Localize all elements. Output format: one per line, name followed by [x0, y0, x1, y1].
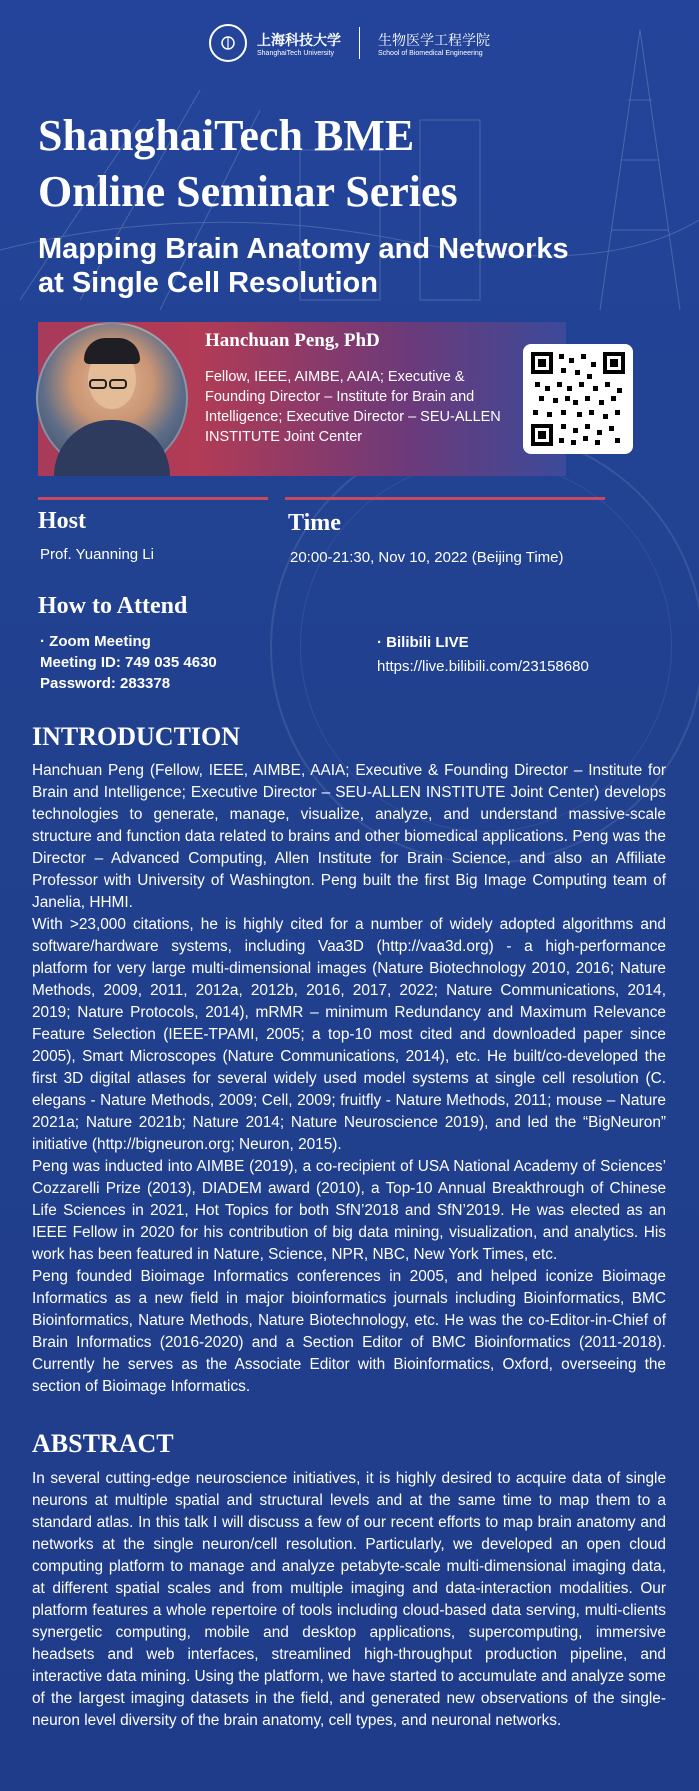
- qr-code[interactable]: [523, 344, 633, 454]
- bilibili-link[interactable]: https://live.bilibili.com/23158680: [377, 658, 589, 675]
- attend-heading: How to Attend: [38, 593, 188, 619]
- introduction-heading: INTRODUCTION: [32, 722, 241, 751]
- talk-title-line-1: Mapping Brain Anatomy and Networks: [38, 233, 569, 265]
- university-name-en: ShanghaiTech University: [257, 49, 335, 57]
- host-divider: [38, 497, 268, 500]
- school-name-en: School of Biomedical Engineering: [378, 49, 483, 57]
- header-divider: [359, 27, 360, 59]
- zoom-meeting-id: Meeting ID: 749 035 4630: [40, 654, 217, 671]
- introduction-paragraph: Hanchuan Peng (Fellow, IEEE, AIMBE, AAIA; Executive & Founding Director – Institute for Brain and Intelligence; Executive Director – SEU-ALLEN INSTITUTE Joint Center) develops technologies to generate, manage, visualize, analyze, and understand massive-scale structure and function data related to brains and other biomedical applications. Peng was the Director – Advanced Computing, Allen Institute for Brain Science, and also an Affiliate Professor with University of Washington. Peng built the first Big Image Computing team of Janelia, HHMI.: [32, 762, 666, 911]
- bilibili-label: · Bilibili LIVE: [377, 634, 469, 651]
- zoom-password: Password: 283378: [40, 675, 171, 692]
- school-name-cn: 生物医学工程学院: [378, 31, 490, 48]
- host-heading: Host: [38, 508, 86, 534]
- time-value: 20:00-21:30, Nov 10, 2022 (Beijing Time): [290, 549, 564, 566]
- title-line-2: Online Seminar Series: [38, 167, 458, 216]
- speaker-photo: [36, 322, 188, 474]
- header-logos: [0, 24, 699, 62]
- talk-title-line-2: at Single Cell Resolution: [38, 267, 378, 299]
- zoom-label: · Zoom Meeting: [40, 633, 151, 650]
- host-value: Prof. Yuanning Li: [40, 546, 154, 563]
- introduction-body: [32, 760, 666, 1398]
- page-title: [38, 108, 458, 220]
- university-logo-icon: [209, 24, 247, 62]
- title-line-1: ShanghaiTech BME: [38, 111, 415, 160]
- zoom-info: [40, 631, 217, 694]
- speaker-name: Hanchuan Peng, PhD: [205, 330, 380, 351]
- time-heading: Time: [288, 510, 341, 536]
- bilibili-info: [377, 631, 589, 679]
- abstract-body: In several cutting-edge neuroscience initiatives, it is highly desired to acquire data of single neurons at multiple spatial and structural levels and at the same time to map them to a standard atlas. In this talk I will discuss a few of our recent efforts to map brain anatomy and networks at the single neuron/cell resolution. Particularly, we developed an open cloud computing platform to manage and analyze petabyte-scale multi-dimensional imaging data, at different spatial scales and from multiple imaging and data-interaction modalities. Our platform features a whole repertoire of tools including cloud-based data serving, multi-clients synergetic computing, mobile and desktop applications, supercomputing, immersive headsets and web interfaces, streamlined high-throughput production pipeline, and interactive data mining. Using the platform, we have started to accumulate and analyze some of the largest imaging datasets in the field, and generated new observations of the single-neuron level diversity of the brain anatomy, cell types, and neuronal networks.: [32, 1470, 666, 1729]
- time-divider: [285, 497, 605, 500]
- abstract-heading: ABSTRACT: [32, 1429, 174, 1458]
- introduction-paragraph: With >23,000 citations, he is highly cited for a number of widely adopted algorithms and software/hardware systems, including Vaa3D (http://vaa3d.org) - a high-performance platform for very large multi-dimensional images (Nature Biotechnology 2010, 2016; Nature Methods, 2009, 2011, 2012a, 2012b, 2016, 2017, 2022; Nature Communications, 2014, 2019; Nature Protocols, 2014), mRMR – minimum Redundancy and Maximum Relevance Feature Selection (IEEE-TPAMI, 2005; a top-10 most cited and downloaded paper since 2005), Smart Microscopes (Nature Communications, 2014), etc. He built/co-developed the first 3D digital atlases for several widely used model systems at single cell resolution (C. elegans - Nature Methods, 2009; Cell, 2009; fruitfly - Nature Methods, 2011; mouse – Nature 2021a; Nature 2021b; Nature 2014; Nature Neuroscience 2019), and led the “BigNeuron” initiative (http://bigneuron.org; Neuron, 2015).: [32, 916, 666, 1153]
- talk-title: [38, 232, 569, 300]
- introduction-paragraph: Peng was inducted into AIMBE (2019), a co-recipient of USA National Academy of Sciences’ Cozzarelli Prize (2013), DIADEM award (2010), a Top-10 Annual Breakthrough of Chinese Life Sciences in 2021, Hot Topics for both SfN’2018 and SfN’2019. He was elected as an IEEE Fellow in 2020 for his contribution of big data mining, visualization, and analytics. His work has been featured in Nature, Science, NPR, NBC, New York Times, etc.: [32, 1158, 666, 1263]
- university-name-cn: 上海科技大学: [257, 31, 341, 48]
- speaker-affiliation: Fellow, IEEE, AIMBE, AAIA; Executive & Founding Director – Institute for Brain and Intelligence; Executive Director – SEU-ALLEN INSTITUTE Joint Center: [205, 369, 501, 445]
- introduction-paragraph: Peng founded Bioimage Informatics conferences in 2005, and helped iconize Bioimage Informatics as a new field in major bioinformatics journals including Bioinformatics, BMC Bioinformatics, Nature Methods, Nature Biotechnology, etc. He was the co-Editor-in-Chief of Brain Informatics (2016-2020) and a Section Editor of BMC Bioinformatics (2011-2018). Currently he serves as the Associate Editor with Bioinformatics, Oxford, overseeing the section of Bioimage Informatics.: [32, 1268, 666, 1395]
